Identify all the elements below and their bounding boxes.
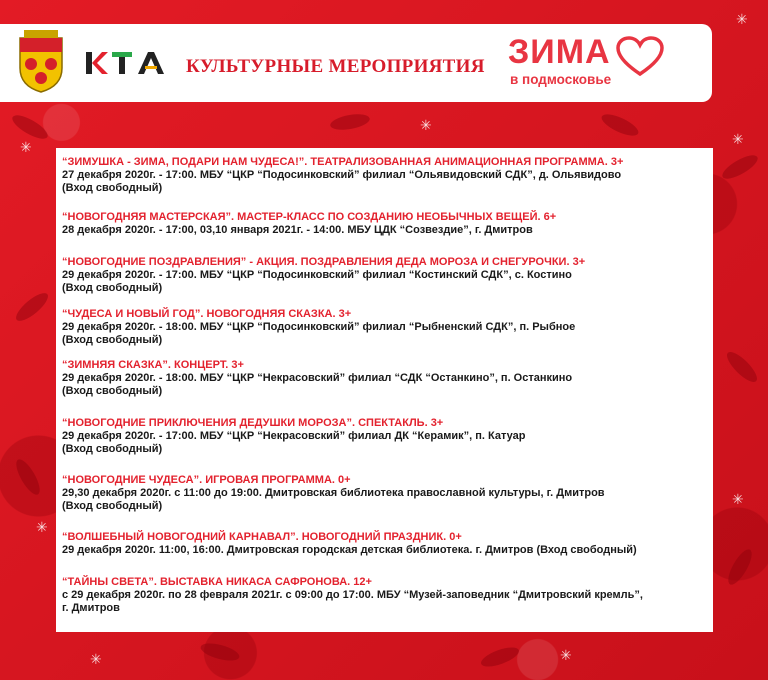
leaf-decoration bbox=[479, 644, 521, 671]
event-title: “НОВОГОДНИЕ ЧУДЕСА”. ИГРОВАЯ ПРОГРАММА. 0+ bbox=[62, 474, 351, 486]
snowflake-icon: ✳ bbox=[736, 11, 748, 27]
header-banner bbox=[0, 24, 712, 102]
leaf-decoration bbox=[723, 348, 761, 386]
snowflake-icon: ✳ bbox=[20, 139, 32, 155]
event-details: 27 декабря 2020г. - 17:00. МБУ “ЦКР “Подосинковский” филиал “Ольявидовский СДК”, д. Ольявидово (Вход свободный) bbox=[62, 169, 622, 194]
event-item bbox=[62, 308, 707, 347]
event-title: “НОВОГОДНИЕ ПОЗДРАВЛЕНИЯ” - АКЦИЯ. ПОЗДРАВЛЕНИЯ ДЕДА МОРОЗА И СНЕГУРОЧКИ. 3+ bbox=[62, 256, 586, 268]
event-title: “ЧУДЕСА И НОВЫЙ ГОД”. НОВОГОДНЯЯ СКАЗКА. 3+ bbox=[62, 308, 352, 320]
event-item bbox=[62, 531, 707, 557]
event-title: “НОВОГОДНИЕ ПРИКЛЮЧЕНИЯ ДЕДУШКИ МОРОЗА”. СПЕКТАКЛЬ. 3+ bbox=[62, 417, 444, 429]
event-title: “ВОЛШЕБНЫЙ НОВОГОДНИЙ КАРНАВАЛ”. НОВОГОДНИЙ ПРАЗДНИК. 0+ bbox=[62, 531, 462, 543]
snowflake-icon: ✳ bbox=[560, 647, 572, 663]
event-title: “ЗИМНЯЯ СКАЗКА”. КОНЦЕРТ. 3+ bbox=[62, 359, 244, 371]
event-details: 29 декабря 2020г. - 17:00. МБУ “ЦКР “Некрасовский” филиал ДК “Керамик”, п. Катуар (Вход свободный) bbox=[62, 430, 526, 455]
event-title: “ТАЙНЫ СВЕТА”. ВЫСТАВКА НИКАСА САФРОНОВА. 12+ bbox=[62, 576, 372, 588]
events-panel bbox=[56, 148, 713, 632]
event-details: с 29 декабря 2020г. по 28 февраля 2021г. с 09:00 до 17:00. МБУ “Музей-заповедник “Дмитровский кремль”, г. Дмитров bbox=[62, 589, 643, 614]
kta-logo-icon bbox=[86, 50, 164, 76]
event-title: “ЗИМУШКА - ЗИМА, ПОДАРИ НАМ ЧУДЕСА!”. ТЕАТРАЛИЗОВАННАЯ АНИМАЦИОННАЯ ПРОГРАММА. 3+ bbox=[62, 156, 624, 168]
event-title: “НОВОГОДНЯЯ МАСТЕРСКАЯ”. МАСТЕР-КЛАСС ПО СОЗДАНИЮ НЕОБЫЧНЫХ ВЕЩЕЙ. 6+ bbox=[62, 211, 557, 223]
event-details: 29 декабря 2020г. - 18:00. МБУ “ЦКР “Подосинковский” филиал “Рыбненский СДК”, п. Рыбное (Вход свободный) bbox=[62, 321, 576, 346]
event-details: 29 декабря 2020г. - 18:00. МБУ “ЦКР “Некрасовский” филиал “СДК “Останкино”, п. Останкино (Вход свободный) bbox=[62, 372, 573, 397]
leaf-decoration bbox=[329, 112, 371, 133]
snowflake-icon: ✳ bbox=[732, 131, 744, 147]
event-details: 29 декабря 2020г. 11:00, 16:00. Дмитровская городская детская библиотека. г. Дмитров (Вход свободный) bbox=[62, 544, 637, 556]
leaf-decoration bbox=[599, 110, 641, 140]
zima-logo-word: ЗИМА bbox=[508, 33, 611, 71]
snowflake-icon: ✳ bbox=[732, 491, 744, 507]
leaf-decoration bbox=[12, 456, 44, 498]
heart-icon bbox=[616, 36, 664, 78]
coat-of-arms-icon bbox=[16, 28, 66, 94]
snowflake-icon: ✳ bbox=[90, 651, 102, 667]
page-title: КУЛЬТУРНЫЕ МЕРОПРИЯТИЯ bbox=[186, 56, 485, 77]
leaf-decoration bbox=[724, 546, 756, 588]
event-item bbox=[62, 576, 707, 615]
event-item bbox=[62, 359, 707, 398]
event-item bbox=[62, 417, 707, 456]
event-item bbox=[62, 474, 707, 513]
leaf-decoration bbox=[12, 289, 52, 325]
leaf-decoration bbox=[199, 640, 241, 664]
event-item bbox=[62, 156, 707, 195]
zima-logo bbox=[508, 34, 668, 94]
leaf-decoration bbox=[719, 151, 761, 183]
event-details: 28 декабря 2020г. - 17:00, 03,10 января 2021г. - 14:00. МБУ ЦДК “Созвездие”, г. Дмитров bbox=[62, 224, 533, 236]
event-item bbox=[62, 211, 707, 237]
event-details: 29,30 декабря 2020г. с 11:00 до 19:00. Дмитровская библиотека православной культуры, г. Дмитров (Вход свободный) bbox=[62, 487, 605, 512]
snowflake-icon: ✳ bbox=[36, 519, 48, 535]
event-item bbox=[62, 256, 707, 295]
snowflake-icon: ✳ bbox=[420, 117, 432, 133]
zima-logo-subtitle: в подмосковье bbox=[510, 72, 612, 87]
event-details: 29 декабря 2020г. - 17:00. МБУ “ЦКР “Подосинковский” филиал “Костинский СДК”, с. Костино (Вход свободный) bbox=[62, 269, 572, 294]
